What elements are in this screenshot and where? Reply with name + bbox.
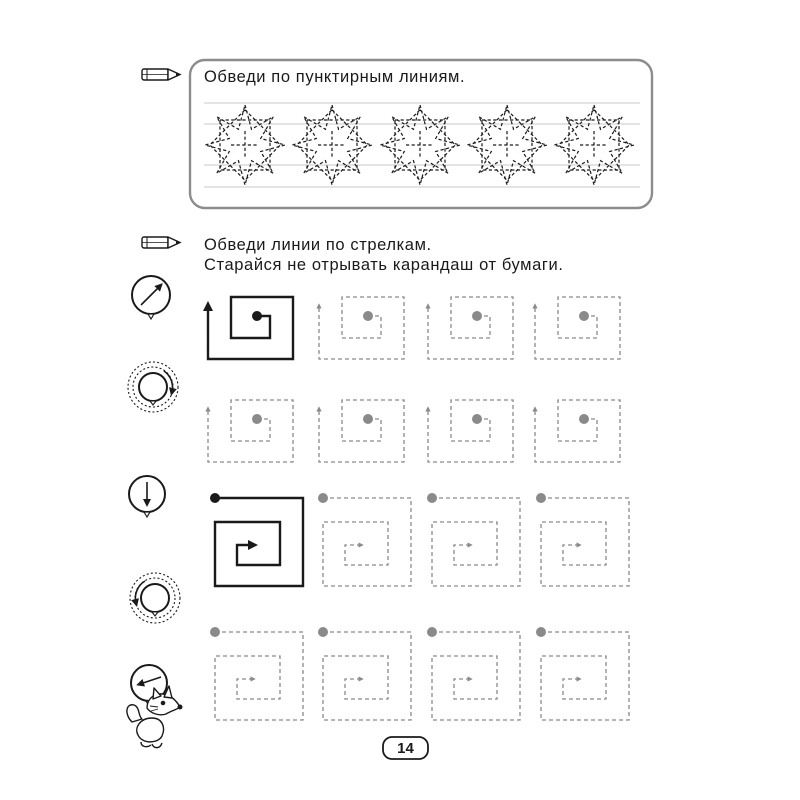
spiral-trace-guide	[428, 400, 513, 462]
spiral-trace-guide	[536, 493, 629, 586]
spiral-tracing-grid	[208, 297, 629, 720]
spiral-trace-guide	[319, 297, 404, 359]
spiral-sample	[210, 493, 303, 586]
page-number: 14	[397, 740, 414, 757]
balloon-down-arrow-icon	[129, 476, 165, 517]
task2-instruction-line1: Обведи линии по стрелкам.	[204, 236, 432, 254]
pencil-icon	[142, 237, 180, 248]
spiral-trace-guide	[427, 627, 520, 720]
pencil-icon	[142, 69, 180, 80]
spiral-trace-guide	[318, 493, 411, 586]
spiral-trace-guide	[536, 627, 629, 720]
spiral-trace-guide	[535, 400, 620, 462]
spiral-trace-guide	[428, 297, 513, 359]
spiral-trace-guide	[208, 400, 293, 462]
balloon-diagonal-arrow-icon	[132, 276, 170, 319]
spiral-sample	[208, 297, 293, 359]
task1-instruction: Обведи по пунктирным линиям.	[204, 68, 466, 86]
spiral-trace-guide	[318, 627, 411, 720]
balloon-circular-cw-icon	[128, 362, 178, 412]
task2-instruction-line2: Старайся не отрывать карандаш от бумаги.	[204, 256, 564, 274]
spiral-trace-guide	[427, 493, 520, 586]
balloon-circular-ccw-icon	[130, 573, 180, 623]
spiral-trace-guide	[210, 627, 303, 720]
spiral-trace-guide	[319, 400, 404, 462]
spiral-trace-guide	[535, 297, 620, 359]
